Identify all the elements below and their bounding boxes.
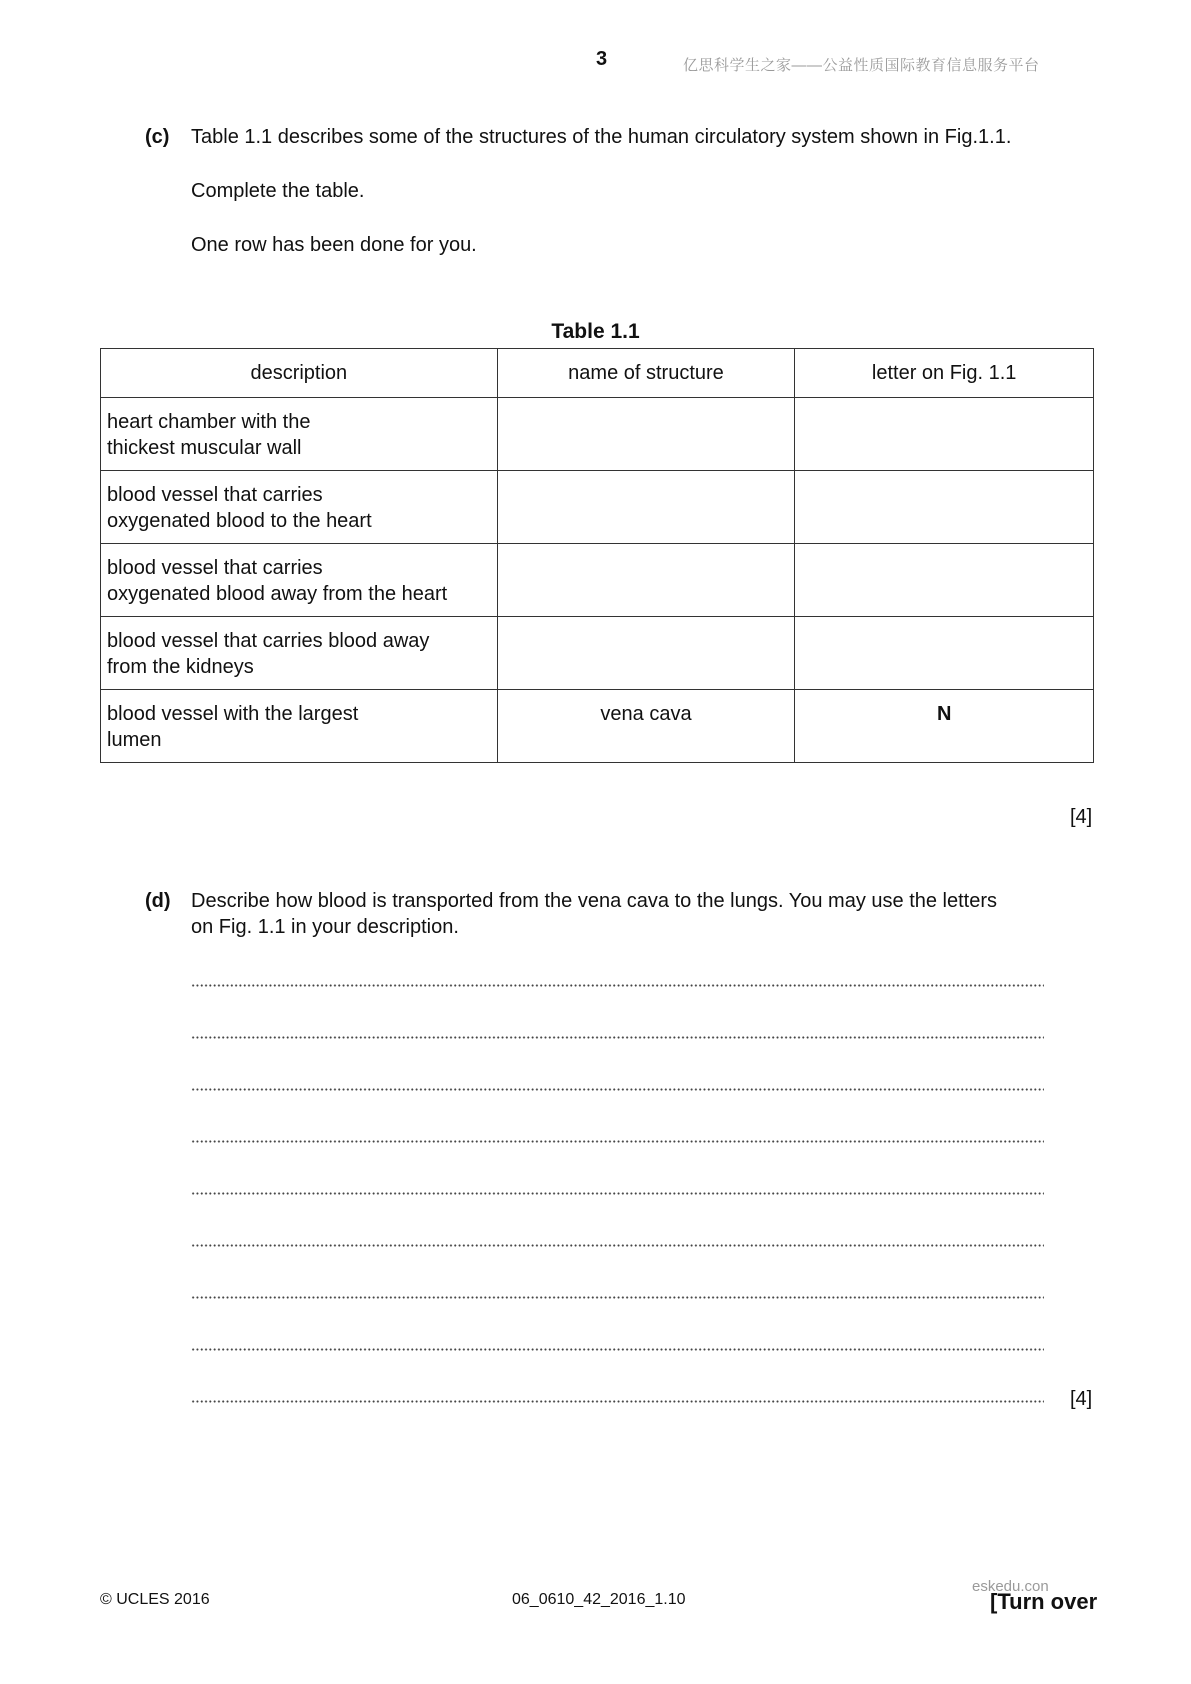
letter-answer-cell[interactable] [795, 544, 1094, 617]
description-line: blood vessel that carries [107, 484, 323, 506]
answer-line[interactable] [191, 1036, 1044, 1039]
part-d-question-line1: Describe how blood is transported from the vena cava to the lungs. You may use the letters [191, 890, 998, 912]
answer-line[interactable] [191, 1296, 1044, 1299]
table-header-row [101, 349, 1094, 398]
answer-line[interactable] [191, 1192, 1044, 1195]
table-row [101, 617, 1094, 690]
letter-answer-cell[interactable] [795, 617, 1094, 690]
answer-line[interactable] [191, 984, 1044, 987]
table-row [101, 471, 1094, 544]
part-d-label: (d) [145, 890, 171, 912]
description-cell [101, 617, 498, 690]
answer-line[interactable] [191, 1400, 1044, 1403]
header-watermark: 亿思科学生之家——公益性质国际教育信息服务平台 [683, 57, 1040, 74]
part-c-label: (c) [145, 126, 170, 148]
description-cell [101, 398, 498, 471]
answer-line[interactable] [191, 1348, 1044, 1351]
table-row [101, 690, 1094, 763]
paper-code: 06_0610_42_2016_1.10 [512, 1591, 686, 1608]
part-d-marks: [4] [1070, 1388, 1093, 1410]
header-description: description [101, 349, 498, 398]
table-row [101, 544, 1094, 617]
copyright: © UCLES 2016 [100, 1591, 210, 1608]
part-c-instruction-example: One row has been done for you. [191, 234, 477, 256]
letter-answer-cell[interactable] [795, 398, 1094, 471]
header-letter: letter on Fig. 1.1 [795, 349, 1094, 398]
name-answer-cell[interactable] [497, 617, 795, 690]
description-line: blood vessel that carries [107, 557, 323, 579]
letter-answer-cell[interactable] [795, 471, 1094, 544]
header-name-of-structure: name of structure [497, 349, 795, 398]
footer-watermark: eskedu.con [972, 1578, 1049, 1595]
answer-line[interactable] [191, 1088, 1044, 1091]
description-line: oxygenated blood to the heart [107, 510, 372, 532]
name-answer-cell[interactable] [497, 471, 795, 544]
name-answer-cell[interactable] [497, 544, 795, 617]
description-cell [101, 690, 498, 763]
part-c-marks: [4] [1070, 806, 1093, 828]
description-line: blood vessel with the largest [107, 703, 359, 725]
description-line: heart chamber with the [107, 411, 311, 433]
description-line: lumen [107, 729, 162, 751]
table-title: Table 1.1 [551, 320, 640, 343]
description-line: blood vessel that carries blood away [107, 630, 430, 652]
letter-example-cell: N [795, 690, 1094, 763]
structures-table [100, 348, 1094, 763]
part-d-question-line2: on Fig. 1.1 in your description. [191, 916, 459, 938]
description-line: thickest muscular wall [107, 437, 302, 459]
part-c-intro: Table 1.1 describes some of the structures of the human circulatory system shown in Fig.1.1. [191, 126, 1012, 148]
table-row [101, 398, 1094, 471]
description-cell [101, 471, 498, 544]
description-line: oxygenated blood away from the heart [107, 583, 448, 605]
turn-over: [Turn over [990, 1589, 1098, 1614]
answer-line[interactable] [191, 1140, 1044, 1143]
name-example-cell: vena cava [497, 690, 795, 763]
answer-line[interactable] [191, 1244, 1044, 1247]
description-cell [101, 544, 498, 617]
page-number: 3 [596, 48, 608, 70]
description-line: from the kidneys [107, 656, 254, 678]
name-answer-cell[interactable] [497, 398, 795, 471]
part-c-instruction-complete: Complete the table. [191, 180, 365, 202]
